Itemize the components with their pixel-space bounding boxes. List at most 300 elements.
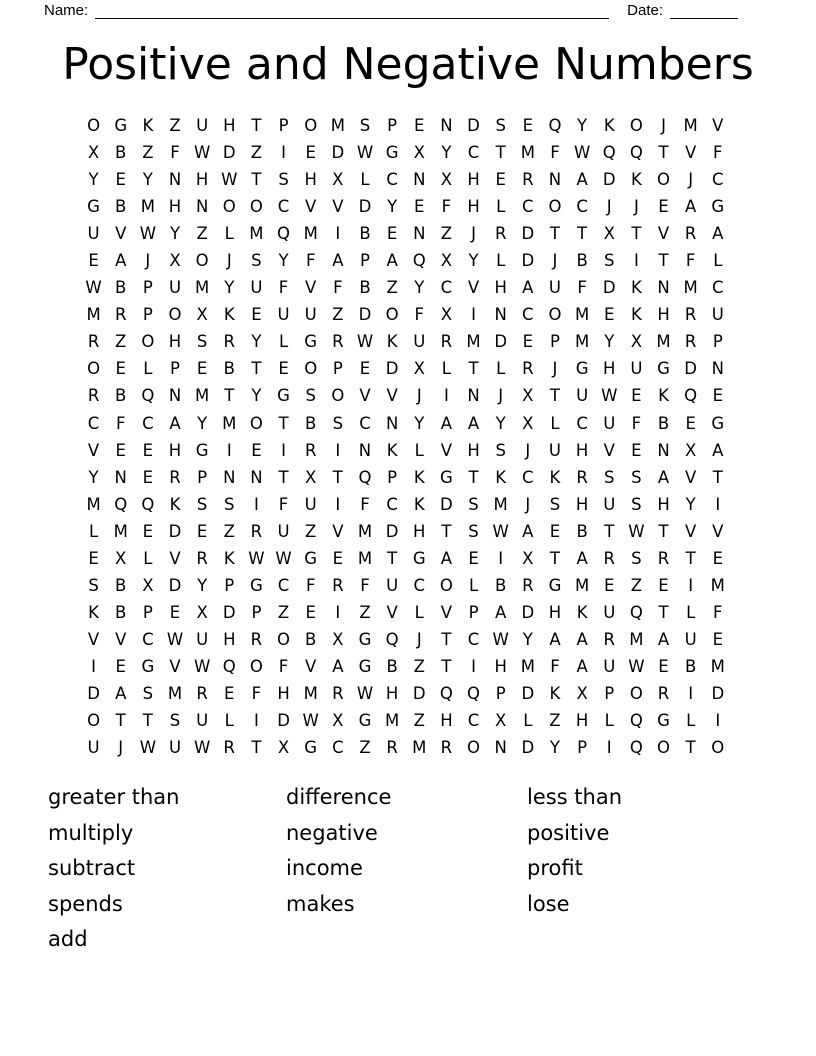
grid-letter: P <box>577 738 588 758</box>
word-item: multiply <box>48 820 134 845</box>
grid-letter: K <box>413 494 425 514</box>
grid-letter: S <box>359 116 371 136</box>
grid-letter: A <box>332 251 344 271</box>
grid-letter: X <box>630 332 643 352</box>
grid-letter: J <box>525 494 531 514</box>
grid-row <box>80 707 732 734</box>
grid-letter: G <box>304 738 318 758</box>
grid-letter: B <box>386 656 398 676</box>
grid-letter: T <box>441 629 452 649</box>
grid-letter: L <box>441 359 451 379</box>
grid-letter: C <box>467 711 480 731</box>
grid-letter: D <box>358 305 372 325</box>
grid-letter: P <box>387 467 398 487</box>
grid-letter: J <box>525 440 531 460</box>
grid-row <box>80 491 732 518</box>
grid-letter: A <box>169 413 181 433</box>
grid-letter: C <box>522 467 534 487</box>
grid-letter: Y <box>224 278 235 298</box>
grid-letter: K <box>386 332 398 352</box>
grid-letter: D <box>602 170 616 190</box>
grid-letter: Y <box>604 332 615 352</box>
grid-letter: G <box>385 143 399 163</box>
grid-letter: R <box>657 548 670 568</box>
grid-letter: O <box>629 684 643 703</box>
grid-letter: Z <box>196 224 208 244</box>
grid-letter: T <box>251 738 262 758</box>
grid-letter: F <box>550 143 560 163</box>
grid-letter: X <box>142 575 154 595</box>
grid-letter: E <box>604 305 615 325</box>
grid-letter: W <box>356 332 374 352</box>
header-row <box>44 2 738 20</box>
grid-letter: E <box>142 440 154 460</box>
grid-letter: A <box>495 602 507 622</box>
grid-letter: P <box>468 602 479 622</box>
grid-letter: R <box>576 467 588 487</box>
grid-letter: U <box>603 656 616 676</box>
grid-letter: G <box>711 413 725 433</box>
grid-letter: L <box>278 332 289 352</box>
grid-letter: V <box>87 629 100 649</box>
grid-letter: U <box>277 521 290 541</box>
grid-letter: K <box>549 684 561 703</box>
grid-letter: V <box>685 521 697 541</box>
grid-letter: Z <box>549 711 561 731</box>
grid-letter: M <box>520 143 535 163</box>
grid-letter: D <box>494 332 508 352</box>
word-list-column <box>286 780 391 922</box>
grid-letter: M <box>656 332 671 352</box>
grid-letter: I <box>606 738 612 758</box>
grid-letter: D <box>358 197 372 217</box>
grid-letter: E <box>414 197 425 217</box>
grid-letter: O <box>548 197 562 217</box>
grid-letter: O <box>304 359 318 379</box>
grid-letter: H <box>548 602 562 622</box>
grid-row <box>80 382 732 409</box>
grid-letter: F <box>278 278 289 298</box>
grid-letter: K <box>413 467 425 487</box>
grid-letter: J <box>145 251 151 271</box>
grid-letter: E <box>359 359 371 379</box>
grid-letter: O <box>141 332 155 352</box>
grid-letter: I <box>253 494 259 514</box>
grid-row <box>80 545 732 572</box>
grid-letter: M <box>683 116 698 136</box>
grid-letter: C <box>576 197 588 217</box>
grid-letter: X <box>332 629 344 649</box>
grid-letter: B <box>495 575 507 595</box>
grid-letter: F <box>713 143 723 163</box>
grid-letter: C <box>467 629 480 649</box>
grid-letter: D <box>521 224 535 244</box>
grid-letter: Y <box>414 413 425 433</box>
grid-letter: X <box>440 251 453 271</box>
grid-letter: F <box>360 575 370 595</box>
grid-letter: R <box>332 684 344 703</box>
grid-letter: S <box>278 170 289 190</box>
grid-letter: M <box>86 494 101 514</box>
grid-letter: S <box>88 575 99 595</box>
grid-letter: A <box>576 170 588 190</box>
grid-letter: T <box>495 143 506 163</box>
grid-letter: T <box>115 711 126 731</box>
grid-letter: M <box>574 332 590 352</box>
grid-letter: U <box>548 440 561 460</box>
grid-letter: D <box>711 684 725 703</box>
grid-letter: L <box>604 711 614 731</box>
grid-letter: T <box>278 413 289 433</box>
grid-letter: D <box>412 684 426 703</box>
grid-letter: D <box>277 711 290 731</box>
grid-letter: L <box>224 711 234 731</box>
grid-letter: O <box>331 386 345 406</box>
grid-row <box>80 464 732 491</box>
grid-letter: K <box>630 278 642 298</box>
grid-letter: Q <box>141 386 155 406</box>
grid-letter: Q <box>548 116 562 136</box>
grid-letter: M <box>574 305 590 325</box>
grid-letter: I <box>471 656 476 676</box>
grid-letter: F <box>685 251 696 271</box>
grid-letter: I <box>498 548 504 568</box>
grid-letter: N <box>114 467 127 487</box>
grid-letter: W <box>193 738 211 758</box>
grid-letter: Y <box>577 116 588 136</box>
grid-letter: X <box>685 440 697 460</box>
grid-letter: E <box>169 602 181 622</box>
grid-letter: E <box>522 116 534 136</box>
grid-letter: J <box>416 629 422 649</box>
grid-letter: K <box>169 494 181 514</box>
grid-letter: M <box>357 521 373 541</box>
grid-letter: R <box>87 386 100 406</box>
grid-letter: H <box>168 440 182 460</box>
grid-letter: H <box>603 359 616 379</box>
grid-letter: I <box>688 684 694 703</box>
grid-letter: K <box>658 386 669 406</box>
grid-letter: N <box>195 197 209 217</box>
grid-letter: S <box>142 684 154 703</box>
grid-letter: G <box>358 711 372 731</box>
grid-letter: W <box>139 224 157 244</box>
grid-letter: J <box>498 386 504 406</box>
grid-letter: D <box>521 602 535 622</box>
grid-row <box>80 355 732 382</box>
grid-letter: Z <box>386 278 398 298</box>
grid-letter: C <box>386 494 398 514</box>
grid-letter: A <box>440 413 453 433</box>
grid-letter: O <box>277 629 291 649</box>
grid-letter: O <box>467 738 481 758</box>
grid-letter: M <box>357 548 373 568</box>
grid-letter: Y <box>142 170 153 190</box>
grid-letter: M <box>330 116 345 136</box>
grid-letter: W <box>628 521 645 541</box>
grid-letter: S <box>631 548 642 568</box>
grid-letter: D <box>440 494 453 514</box>
grid-letter: P <box>142 305 153 325</box>
grid-letter: W <box>166 629 184 649</box>
grid-letter: G <box>114 116 128 136</box>
grid-letter: R <box>196 684 208 703</box>
grid-letter: G <box>657 359 670 379</box>
grid-letter: S <box>495 116 506 136</box>
grid-letter: E <box>414 116 425 136</box>
grid-letter: N <box>657 440 670 460</box>
grid-letter: X <box>440 305 453 325</box>
grid-letter: X <box>413 359 425 379</box>
grid-letter: Y <box>414 278 425 298</box>
grid-letter: N <box>467 386 480 406</box>
grid-letter: O <box>249 197 263 217</box>
grid-letter: F <box>278 656 289 676</box>
grid-letter: V <box>115 629 127 649</box>
grid-letter: Y <box>88 170 99 190</box>
grid-letter: V <box>712 521 724 541</box>
grid-letter: G <box>304 548 318 568</box>
grid-letter: H <box>575 711 589 731</box>
grid-letter: G <box>195 440 209 460</box>
grid-letter: K <box>386 440 398 460</box>
grid-letter: Y <box>549 738 560 758</box>
grid-letter: E <box>251 440 262 460</box>
grid-letter: N <box>440 116 453 136</box>
grid-letter: A <box>115 251 127 271</box>
grid-letter: X <box>332 711 344 731</box>
grid-letter: U <box>168 278 182 298</box>
grid-letter: M <box>710 575 725 595</box>
grid-letter: U <box>603 413 616 433</box>
word-item: lose <box>527 891 570 916</box>
grid-letter: Z <box>277 602 290 622</box>
grid-letter: B <box>115 602 127 622</box>
grid-letter: T <box>441 656 452 676</box>
grid-row <box>80 301 732 328</box>
grid-letter: Q <box>358 467 372 487</box>
grid-letter: Y <box>197 413 208 433</box>
grid-letter: K <box>223 305 235 325</box>
grid-letter: E <box>142 521 154 541</box>
grid-letter: E <box>251 305 262 325</box>
grid-letter: H <box>467 170 480 190</box>
grid-letter: W <box>193 143 211 163</box>
grid-letter: O <box>657 738 671 758</box>
grid-letter: N <box>413 224 426 244</box>
grid-letter: V <box>87 440 100 460</box>
grid-letter: F <box>441 197 452 217</box>
grid-letter: W <box>275 548 292 568</box>
grid-letter: E <box>658 656 669 676</box>
grid-letter: E <box>386 224 398 244</box>
grid-letter: S <box>196 332 208 352</box>
grid-letter: U <box>603 602 616 622</box>
grid-letter: U <box>87 224 100 244</box>
grid-letter: R <box>304 440 317 460</box>
grid-letter: O <box>711 738 725 758</box>
grid-letter: W <box>193 656 211 676</box>
grid-letter: M <box>249 224 264 244</box>
grid-letter: P <box>142 278 153 298</box>
grid-row <box>80 220 732 247</box>
grid-letter: R <box>223 738 235 758</box>
grid-letter: X <box>522 386 534 406</box>
grid-letter: E <box>196 521 208 541</box>
grid-letter: P <box>387 116 398 136</box>
grid-letter: A <box>576 629 588 649</box>
grid-letter: F <box>170 143 180 163</box>
grid-letter: X <box>196 305 208 325</box>
grid-letter: F <box>333 278 343 298</box>
grid-letter: U <box>548 278 561 298</box>
grid-letter: E <box>305 143 316 163</box>
grid-letter: U <box>684 629 697 649</box>
grid-letter: P <box>495 684 506 703</box>
grid-letter: J <box>552 359 558 379</box>
grid-letter: D <box>521 738 535 758</box>
grid-letter: U <box>304 494 317 514</box>
grid-letter: V <box>305 197 317 217</box>
grid-letter: L <box>143 359 153 379</box>
grid-letter: G <box>358 656 372 676</box>
name-label: Name: <box>44 2 89 19</box>
grid-letter: B <box>115 575 127 595</box>
grid-letter: L <box>713 251 723 271</box>
grid-letter: H <box>304 170 317 190</box>
grid-letter: T <box>251 116 262 136</box>
grid-letter: V <box>685 467 697 487</box>
grid-letter: R <box>196 548 208 568</box>
grid-letter: F <box>251 684 262 703</box>
grid-letter: P <box>170 359 180 379</box>
grid-letter: E <box>631 386 642 406</box>
grid-letter: J <box>606 197 612 217</box>
grid-letter: X <box>277 738 290 758</box>
grid-letter: E <box>658 575 669 595</box>
grid-letter: R <box>87 332 100 352</box>
grid-letter: C <box>522 197 534 217</box>
word-item: positive <box>527 820 610 845</box>
grid-letter: T <box>468 359 479 379</box>
grid-letter: M <box>303 684 318 703</box>
grid-letter: W <box>601 386 618 406</box>
grid-letter: F <box>414 305 424 325</box>
grid-letter: M <box>493 494 508 514</box>
grid-letter: H <box>575 440 589 460</box>
grid-row <box>80 139 732 166</box>
grid-letter: X <box>305 467 317 487</box>
grid-letter: G <box>440 467 453 487</box>
grid-letter: R <box>522 359 534 379</box>
grid-letter: A <box>332 656 344 676</box>
grid-letter: H <box>168 197 182 217</box>
grid-letter: I <box>471 305 476 325</box>
grid-letter: M <box>412 738 427 758</box>
grid-letter: V <box>332 521 344 541</box>
grid-letter: N <box>250 467 263 487</box>
grid-letter: E <box>332 548 344 568</box>
name-blank-line <box>95 4 609 19</box>
grid-letter: E <box>712 548 724 568</box>
grid-letter: Y <box>251 332 262 352</box>
grid-letter: Q <box>629 711 643 731</box>
grid-letter: R <box>386 738 398 758</box>
grid-letter: V <box>386 386 398 406</box>
grid-letter: V <box>685 143 697 163</box>
grid-letter: T <box>631 224 642 244</box>
grid-letter: O <box>87 116 101 136</box>
grid-letter: C <box>467 143 480 163</box>
grid-letter: A <box>712 224 724 244</box>
grid-letter: G <box>575 359 589 379</box>
grid-letter: T <box>142 711 153 731</box>
grid-letter: P <box>142 602 153 622</box>
grid-letter: U <box>196 711 209 731</box>
grid-letter: P <box>251 602 262 622</box>
grid-letter: S <box>251 251 262 271</box>
grid-letter: L <box>143 548 153 568</box>
grid-letter: D <box>385 359 399 379</box>
grid-letter: K <box>223 548 235 568</box>
grid-letter: V <box>712 116 724 136</box>
grid-letter: D <box>87 684 100 703</box>
grid-letter: L <box>496 359 506 379</box>
grid-letter: L <box>360 170 370 190</box>
grid-letter: L <box>414 440 424 460</box>
page-title: Positive and Negative Numbers <box>62 39 754 90</box>
grid-letter: E <box>278 359 289 379</box>
grid-letter: H <box>494 656 507 676</box>
grid-letter: G <box>548 575 562 595</box>
grid-letter: T <box>577 224 588 244</box>
grid-letter: Z <box>115 332 127 352</box>
grid-letter: X <box>522 413 534 433</box>
grid-letter: Q <box>629 143 643 163</box>
grid-letter: K <box>549 467 561 487</box>
word-list-column <box>48 780 179 958</box>
grid-letter: U <box>250 278 263 298</box>
grid-letter: Q <box>439 684 453 703</box>
grid-letter: G <box>412 548 426 568</box>
grid-letter: O <box>385 305 399 325</box>
grid-letter: N <box>223 467 236 487</box>
grid-letter: T <box>685 738 696 758</box>
grid-letter: X <box>115 548 127 568</box>
grid-letter: C <box>142 629 154 649</box>
grid-letter: P <box>197 467 208 487</box>
grid-letter: E <box>88 251 99 271</box>
grid-letter: D <box>521 684 535 703</box>
grid-letter: V <box>332 197 344 217</box>
grid-letter: B <box>359 224 371 244</box>
grid-letter: C <box>277 575 290 595</box>
grid-letter: R <box>494 224 507 244</box>
grid-letter: C <box>142 413 154 433</box>
grid-letter: H <box>467 197 480 217</box>
word-item: less than <box>527 785 623 809</box>
grid-letter: M <box>140 197 155 217</box>
grid-letter: V <box>603 440 615 460</box>
grid-letter: B <box>685 656 697 676</box>
grid-letter: E <box>115 359 126 379</box>
grid-letter: A <box>657 467 670 487</box>
grid-letter: K <box>88 602 99 622</box>
grid-letter: S <box>224 494 235 514</box>
date-label: Date: <box>627 2 663 19</box>
grid-letter: Z <box>413 711 425 731</box>
grid-letter: F <box>305 251 316 271</box>
